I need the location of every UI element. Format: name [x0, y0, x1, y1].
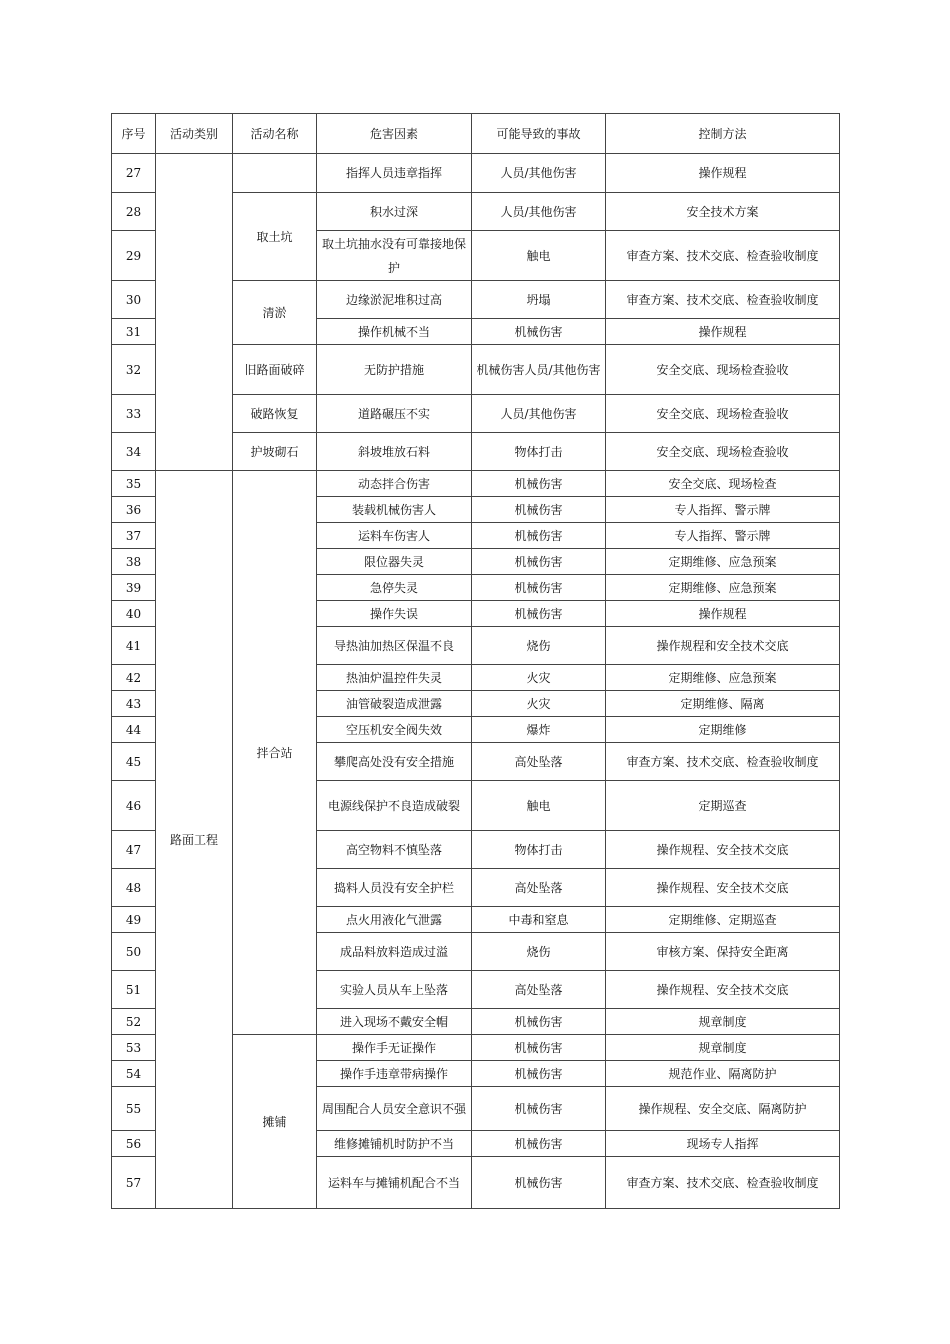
control-cell: 操作规程、安全技术交底: [606, 869, 840, 907]
row-number: 48: [112, 869, 156, 907]
control-cell: 安全技术方案: [606, 193, 840, 231]
header-no: 序号: [112, 114, 156, 154]
hazard-cell: 攀爬高处没有安全措施: [317, 743, 472, 781]
hazard-cell: 斜坡堆放石料: [317, 433, 472, 471]
control-cell: 安全交底、现场检查验收: [606, 395, 840, 433]
row-number: 55: [112, 1087, 156, 1131]
hazard-cell: 热油炉温控件失灵: [317, 665, 472, 691]
control-cell: 审查方案、技术交底、检查验收制度: [606, 1157, 840, 1209]
row-number: 57: [112, 1157, 156, 1209]
control-cell: 定期维修、应急预案: [606, 575, 840, 601]
activity-borrow-pit: 取土坑: [233, 193, 317, 281]
row-number: 33: [112, 395, 156, 433]
control-cell: 操作规程: [606, 319, 840, 345]
accident-cell: 机械伤害: [472, 1009, 606, 1035]
header-control: 控制方法: [606, 114, 840, 154]
accident-cell: 触电: [472, 781, 606, 831]
accident-cell: 火灾: [472, 691, 606, 717]
accident-cell: 机械伤害: [472, 1087, 606, 1131]
control-cell: 定期维修、隔离: [606, 691, 840, 717]
hazard-cell: 操作手无证操作: [317, 1035, 472, 1061]
hazard-cell: 取土坑抽水没有可靠接地保护: [317, 231, 472, 281]
row-number: 46: [112, 781, 156, 831]
control-cell: 操作规程、安全交底、隔离防护: [606, 1087, 840, 1131]
hazard-cell: 限位器失灵: [317, 549, 472, 575]
accident-cell: 高处坠落: [472, 743, 606, 781]
hazard-cell: 周围配合人员安全意识不强: [317, 1087, 472, 1131]
hazard-cell: 无防护措施: [317, 345, 472, 395]
accident-cell: 机械伤害: [472, 601, 606, 627]
hazard-cell: 成品料放料造成过溢: [317, 933, 472, 971]
row-number: 41: [112, 627, 156, 665]
category-road-works: 路面工程: [156, 471, 233, 1209]
control-cell: 操作规程、安全技术交底: [606, 971, 840, 1009]
row-number: 49: [112, 907, 156, 933]
row-number: 47: [112, 831, 156, 869]
accident-cell: 机械伤害: [472, 319, 606, 345]
hazard-cell: 边缘淤泥堆积过高: [317, 281, 472, 319]
activity-slope-masonry: 护坡砌石: [233, 433, 317, 471]
category-blank: [156, 154, 233, 471]
control-cell: 定期巡查: [606, 781, 840, 831]
accident-cell: 坍塌: [472, 281, 606, 319]
accident-cell: 人员/其他伤害: [472, 395, 606, 433]
control-cell: 操作规程和安全技术交底: [606, 627, 840, 665]
row-number: 52: [112, 1009, 156, 1035]
hazard-cell: 导热油加热区保温不良: [317, 627, 472, 665]
control-cell: 安全交底、现场检查: [606, 471, 840, 497]
hazard-cell: 操作失误: [317, 601, 472, 627]
hazard-cell: 积水过深: [317, 193, 472, 231]
accident-cell: 爆炸: [472, 717, 606, 743]
accident-cell: 机械伤害: [472, 1131, 606, 1157]
row-number: 39: [112, 575, 156, 601]
control-cell: 操作规程、安全技术交底: [606, 831, 840, 869]
accident-cell: 人员/其他伤害: [472, 154, 606, 193]
control-cell: 审查方案、技术交底、检查验收制度: [606, 743, 840, 781]
row-number: 42: [112, 665, 156, 691]
accident-cell: 机械伤害: [472, 1061, 606, 1087]
hazard-cell: 运料车与摊铺机配合不当: [317, 1157, 472, 1209]
accident-cell: 物体打击: [472, 831, 606, 869]
hazard-cell: 油管破裂造成泄露: [317, 691, 472, 717]
row-number: 43: [112, 691, 156, 717]
hazard-cell: 动态拌合伤害: [317, 471, 472, 497]
accident-cell: 机械伤害: [472, 1157, 606, 1209]
accident-cell: 机械伤害: [472, 575, 606, 601]
hazard-cell: 高空物料不慎坠落: [317, 831, 472, 869]
control-cell: 现场专人指挥: [606, 1131, 840, 1157]
hazard-cell: 捣料人员没有安全护栏: [317, 869, 472, 907]
header-hazard: 危害因素: [317, 114, 472, 154]
control-cell: 操作规程: [606, 601, 840, 627]
header-row: [112, 114, 840, 154]
control-cell: 审查方案、技术交底、检查验收制度: [606, 231, 840, 281]
control-cell: 安全交底、现场检查验收: [606, 345, 840, 395]
control-cell: 专人指挥、警示牌: [606, 523, 840, 549]
row-number: 27: [112, 154, 156, 193]
row-number: 50: [112, 933, 156, 971]
accident-cell: 烧伤: [472, 627, 606, 665]
accident-cell: 火灾: [472, 665, 606, 691]
row-number: 37: [112, 523, 156, 549]
row-number: 56: [112, 1131, 156, 1157]
control-cell: 审核方案、保持安全距离: [606, 933, 840, 971]
control-cell: 定期维修、应急预案: [606, 665, 840, 691]
hazard-cell: 进入现场不戴安全帽: [317, 1009, 472, 1035]
row-number: 53: [112, 1035, 156, 1061]
accident-cell: 高处坠落: [472, 869, 606, 907]
accident-cell: 人员/其他伤害: [472, 193, 606, 231]
hazard-cell: 实验人员从车上坠落: [317, 971, 472, 1009]
row-number: 28: [112, 193, 156, 231]
header-accident: 可能导致的事故: [472, 114, 606, 154]
hazard-cell: 电源线保护不良造成破裂: [317, 781, 472, 831]
row-number: 34: [112, 433, 156, 471]
control-cell: 规章制度: [606, 1035, 840, 1061]
accident-cell: 机械伤害人员/其他伤害: [472, 345, 606, 395]
accident-cell: 触电: [472, 231, 606, 281]
accident-cell: 高处坠落: [472, 971, 606, 1009]
control-cell: 规范作业、隔离防护: [606, 1061, 840, 1087]
header-category: 活动类别: [156, 114, 233, 154]
control-cell: 定期维修、应急预案: [606, 549, 840, 575]
hazard-cell: 操作机械不当: [317, 319, 472, 345]
table-row: [112, 471, 840, 497]
hazard-table: [111, 113, 840, 1209]
row-number: 35: [112, 471, 156, 497]
accident-cell: 机械伤害: [472, 549, 606, 575]
control-cell: 定期维修: [606, 717, 840, 743]
accident-cell: 物体打击: [472, 433, 606, 471]
control-cell: 审查方案、技术交底、检查验收制度: [606, 281, 840, 319]
control-cell: 规章制度: [606, 1009, 840, 1035]
accident-cell: 中毒和窒息: [472, 907, 606, 933]
hazard-cell: 急停失灵: [317, 575, 472, 601]
activity-road-restore: 破路恢复: [233, 395, 317, 433]
row-number: 32: [112, 345, 156, 395]
table-row: [112, 154, 840, 193]
row-number: 31: [112, 319, 156, 345]
control-cell: 操作规程: [606, 154, 840, 193]
control-cell: 专人指挥、警示牌: [606, 497, 840, 523]
activity-blank: [233, 154, 317, 193]
hazard-cell: 运料车伤害人: [317, 523, 472, 549]
hazard-cell: 指挥人员违章指挥: [317, 154, 472, 193]
activity-dredging: 清淤: [233, 281, 317, 345]
row-number: 38: [112, 549, 156, 575]
row-number: 54: [112, 1061, 156, 1087]
control-cell: 定期维修、定期巡查: [606, 907, 840, 933]
hazard-cell: 装载机械伤害人: [317, 497, 472, 523]
row-number: 30: [112, 281, 156, 319]
header-activity: 活动名称: [233, 114, 317, 154]
accident-cell: 机械伤害: [472, 1035, 606, 1061]
row-number: 29: [112, 231, 156, 281]
row-number: 45: [112, 743, 156, 781]
accident-cell: 机械伤害: [472, 523, 606, 549]
activity-old-pavement: 旧路面破碎: [233, 345, 317, 395]
row-number: 44: [112, 717, 156, 743]
accident-cell: 机械伤害: [472, 471, 606, 497]
accident-cell: 机械伤害: [472, 497, 606, 523]
hazard-cell: 空压机安全阀失效: [317, 717, 472, 743]
accident-cell: 烧伤: [472, 933, 606, 971]
activity-paving: 摊铺: [233, 1035, 317, 1209]
control-cell: 安全交底、现场检查验收: [606, 433, 840, 471]
hazard-cell: 点火用液化气泄露: [317, 907, 472, 933]
hazard-cell: 操作手违章带病操作: [317, 1061, 472, 1087]
row-number: 51: [112, 971, 156, 1009]
hazard-cell: 道路碾压不实: [317, 395, 472, 433]
activity-mixing-station: 拌合站: [233, 471, 317, 1035]
hazard-cell: 维修摊铺机时防护不当: [317, 1131, 472, 1157]
row-number: 40: [112, 601, 156, 627]
row-number: 36: [112, 497, 156, 523]
